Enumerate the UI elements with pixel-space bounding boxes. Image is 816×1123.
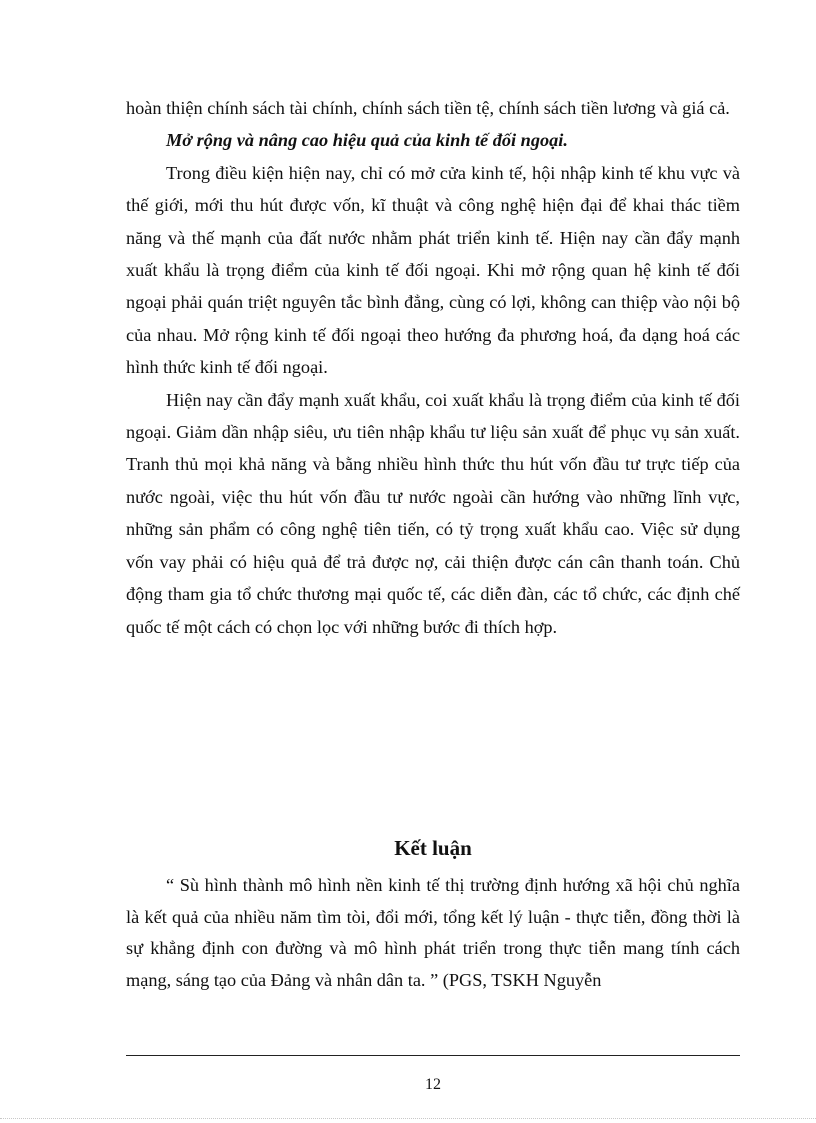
quote-paragraph: “ Sù hình thành mô hình nền kinh tế thị trường định hướng xã hội chủ nghĩa là kết quả của nhiều năm tìm tòi, đổi mới, tổng kết lý luận - thực tiễn, đồng thời là sự khẳng định con đường và mô hình phát triển trong thực tiễn mang tính cách mạng, sáng tạo của Đảng và nhân dân ta. ” (PGS, TSKH Nguyễn	[126, 875, 740, 990]
section-heading: Mở rộng và nâng cao hiệu quả của kinh tế đối ngoại.	[166, 130, 568, 151]
conclusion-quote	[126, 870, 740, 996]
body-text	[126, 92, 740, 643]
paragraph: Trong điều kiện hiện nay, chỉ có mở cửa kinh tế, hội nhập kinh tế khu vực và thế giới, mới thu hút được vốn, kĩ thuật và công nghệ hiện đại để khai thác tiềm năng và thế mạnh của đất nước nhằm phát triển kinh tế. Hiện nay cần đẩy mạnh xuất khẩu là trọng điểm của kinh tế đối ngoại. Khi mở rộng quan hệ kinh tế đối ngoại phải quán triệt nguyên tắc bình đẳng, cùng có lợi, không can thiệp vào nội bộ của nhau. Mở rộng kinh tế đối ngoại theo hướng đa phương hoá, đa dạng hoá các hình thức kinh tế đối ngoại.	[126, 162, 740, 378]
conclusion-title: Kết luận	[394, 836, 472, 860]
page-edge-dotted-line	[0, 1118, 816, 1119]
paragraph: Hiện nay cần đẩy mạnh xuất khẩu, coi xuất khẩu là trọng điểm của kinh tế đối ngoại. Giảm dần nhập siêu, ưu tiên nhập khẩu tư liệu sản xuất để phục vụ sản xuất. Tranh thủ mọi khả năng và bằng nhiều hình thức thu hút vốn đầu tư trực tiếp của nước ngoài, việc thu hút vốn đầu tư nước ngoài cần hướng vào những lĩnh vực, những sản phẩm có công nghệ tiên tiến, có tỷ trọng xuất khẩu cao. Việc sử dụng vốn vay phải có hiệu quả để trả được nợ, cải thiện được cán cân thanh toán. Chủ động tham gia tổ chức thương mại quốc tế, các diễn đàn, các tổ chức, các định chế quốc tế một cách có chọn lọc với những bước đi thích hợp.	[126, 389, 740, 637]
footer-divider	[126, 1055, 740, 1056]
page-number: 12	[425, 1076, 441, 1093]
paragraph-continuation: hoàn thiện chính sách tài chính, chính sách tiền tệ, chính sách tiền lương và giá cả.	[126, 98, 730, 118]
